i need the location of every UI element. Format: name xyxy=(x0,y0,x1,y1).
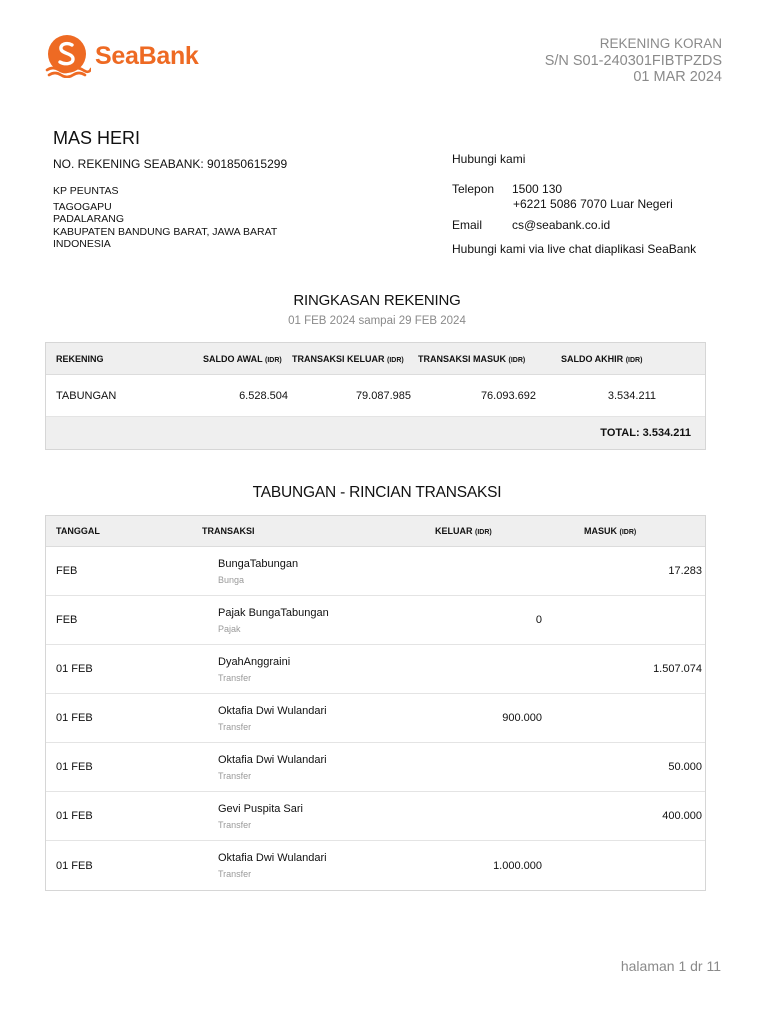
transaction-name: Oktafia Dwi Wulandari xyxy=(218,704,327,717)
col-header-out: KELUAR (IDR) xyxy=(435,526,492,536)
detail-title: TABUNGAN - RINCIAN TRANSAKSI xyxy=(252,484,502,501)
account-number: NO. REKENING SEABANK: 901850615299 xyxy=(53,157,288,171)
address-line: TAGOGAPU xyxy=(53,200,112,213)
summary-row xyxy=(46,375,705,417)
transaction-in: 50.000 xyxy=(668,761,702,773)
transaction-date: FEB xyxy=(56,614,78,626)
email-row xyxy=(452,218,696,232)
transaction-name: BungaTabungan xyxy=(218,557,299,570)
transaction-name: Gevi Puspita Sari xyxy=(218,802,303,815)
transaction-date: 01 FEB xyxy=(56,712,93,724)
col-header-account: REKENING xyxy=(56,353,104,364)
transaction-description xyxy=(218,656,438,683)
transaction-in: 400.000 xyxy=(662,810,702,822)
transaction-in: 17.283 xyxy=(668,565,702,577)
summary-title: RINGKASAN REKENING xyxy=(293,292,461,309)
transaction-type: Transfer xyxy=(218,819,252,830)
transaction-type: Transfer xyxy=(218,869,252,879)
transaction-name: Oktafia Dwi Wulandari xyxy=(218,852,327,864)
page-indicator: halaman 1 dr 11 xyxy=(620,958,721,974)
transaction-row xyxy=(46,694,705,743)
transaction-type: Pajak xyxy=(218,623,241,634)
document-header xyxy=(545,36,722,86)
transaction-type: Transfer xyxy=(218,672,252,683)
col-header-in: TRANSAKSI MASUK (IDR) xyxy=(418,353,526,364)
transaction-row xyxy=(46,841,705,890)
transaction-table xyxy=(45,515,706,891)
col-header-in: MASUK (IDR) xyxy=(584,526,637,536)
transaction-row xyxy=(46,596,705,645)
col-header-opening: SALDO AWAL (IDR) xyxy=(203,353,282,364)
transaction-out: 900.000 xyxy=(502,712,542,724)
address-line: PADALARANG xyxy=(53,213,124,225)
summary-table xyxy=(45,342,706,450)
summary-total: TOTAL: 3.534.211 xyxy=(600,427,691,439)
transaction-header-row xyxy=(46,516,705,547)
email-label: Email xyxy=(452,218,483,232)
customer-address xyxy=(53,185,277,251)
transaction-in: 1.507.074 xyxy=(653,663,702,675)
transaction-date: FEB xyxy=(56,565,78,577)
live-chat-note: Hubungi kami via live chat diaplikasi SeaBank xyxy=(452,242,697,256)
seabank-logo-icon xyxy=(45,34,91,78)
transaction-date: 01 FEB xyxy=(56,663,93,675)
transaction-row xyxy=(46,792,705,841)
summary-closing: 3.534.211 xyxy=(607,389,656,402)
transaction-date: 01 FEB xyxy=(56,859,93,872)
summary-account: TABUNGAN xyxy=(56,389,117,402)
document-type: REKENING KORAN xyxy=(599,36,722,51)
document-serial: S/N S01-240301FIBTPZDS xyxy=(544,52,722,69)
document-date: 01 MAR 2024 xyxy=(633,69,722,85)
phone-number-intl: +6221 5086 7070 Luar Negeri xyxy=(513,197,673,211)
transaction-name: Pajak BungaTabungan xyxy=(218,606,329,619)
col-header-transaction: TRANSAKSI xyxy=(202,526,255,536)
summary-out: 79.087.985 xyxy=(355,389,411,402)
transaction-row xyxy=(46,547,705,596)
summary-header-row xyxy=(46,343,705,375)
summary-opening: 6.528.504 xyxy=(239,389,288,402)
phone-row xyxy=(452,182,696,196)
address-line: KP PEUNTAS xyxy=(53,185,119,197)
transaction-row xyxy=(46,645,705,694)
contact-title: Hubungi kami xyxy=(452,152,526,166)
col-header-closing: SALDO AKHIR (IDR) xyxy=(561,353,643,364)
summary-in: 76.093.692 xyxy=(480,389,536,402)
transaction-description xyxy=(218,558,438,585)
transaction-description xyxy=(218,754,438,781)
transaction-name: Oktafia Dwi Wulandari xyxy=(218,753,327,766)
transaction-row xyxy=(46,743,705,792)
transaction-description xyxy=(218,852,438,879)
transaction-date: 01 FEB xyxy=(56,761,93,773)
summary-total-row xyxy=(46,417,705,449)
transaction-description xyxy=(218,607,438,634)
col-header-out: TRANSAKSI KELUAR (IDR) xyxy=(292,353,404,364)
transaction-type: Bunga xyxy=(218,574,245,585)
phone-label: Telepon xyxy=(452,182,495,196)
address-line: KABUPATEN BANDUNG BARAT, JAWA BARAT xyxy=(53,225,278,238)
transaction-type: Transfer xyxy=(218,721,252,732)
contact-info xyxy=(452,152,696,256)
customer-name: MAS HERI xyxy=(53,128,141,148)
email-address: cs@seabank.co.id xyxy=(512,218,611,232)
phone-number: 1500 130 xyxy=(512,182,563,196)
transaction-name: DyahAnggraini xyxy=(218,655,291,668)
summary-period: 01 FEB 2024 sampai 29 FEB 2024 xyxy=(288,315,466,327)
brand-name: SeaBank xyxy=(95,41,199,70)
transaction-out: 1.000.000 xyxy=(493,859,542,872)
transaction-description xyxy=(218,705,438,732)
transaction-date: 01 FEB xyxy=(56,810,93,822)
transaction-out: 0 xyxy=(535,614,542,626)
seabank-logo xyxy=(45,34,199,78)
address-line: INDONESIA xyxy=(53,238,111,250)
transaction-type: Transfer xyxy=(218,770,252,781)
transaction-description xyxy=(218,803,438,830)
col-header-date: TANGGAL xyxy=(56,526,100,536)
